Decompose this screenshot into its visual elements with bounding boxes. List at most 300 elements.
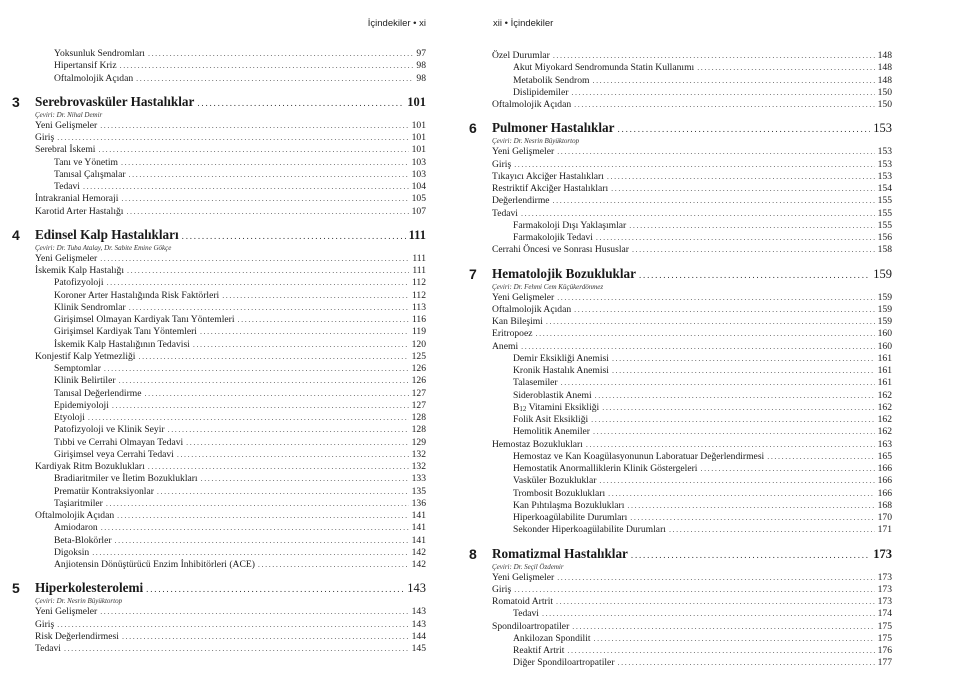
toc-entry	[35, 535, 426, 547]
toc-entry-page: 132	[411, 461, 426, 472]
chapter-number: 6	[469, 120, 477, 137]
toc-entry-title: Değerlendirme	[492, 195, 550, 207]
toc-entry-page: 143	[411, 618, 426, 630]
toc-list	[12, 48, 426, 655]
translator-credit: Çeviri: Dr. Tuba Atalay, Dr. Sabite Emine Gökçe	[35, 243, 172, 252]
toc-entry-page: 159	[877, 316, 892, 327]
dot-leader	[567, 645, 874, 657]
toc-entry-page: 145	[411, 643, 426, 654]
toc-entry-title: Yeni Gelişmeler	[35, 606, 98, 618]
toc-entry	[492, 377, 892, 389]
toc-entry-title: Giriş	[35, 618, 55, 630]
toc-entry-page: 135	[411, 485, 426, 497]
toc-entry-page: 98	[416, 60, 426, 72]
toc-entry-title: Yoksunluk Sendromları	[54, 48, 145, 59]
toc-entry-page: 153	[877, 158, 892, 170]
toc-entry-page: 160	[877, 328, 892, 340]
toc-entry	[492, 524, 892, 536]
toc-entry	[35, 363, 426, 375]
toc-entry	[35, 522, 426, 534]
chapter-heading	[469, 265, 892, 283]
toc-group	[492, 292, 892, 537]
toc-entry	[35, 400, 426, 412]
toc-entry-title: Tedavi	[54, 181, 80, 192]
toc-entry	[35, 302, 426, 314]
dot-leader	[572, 621, 874, 633]
toc-entry-page: 163	[877, 438, 892, 450]
dot-leader	[136, 73, 413, 85]
toc-entry-page: 162	[877, 389, 892, 401]
toc-entry-page: 144	[411, 630, 426, 642]
dot-leader	[64, 643, 409, 655]
toc-entry-page: 150	[877, 99, 892, 110]
toc-entry-title: Sideroblastik Anemi	[513, 389, 592, 401]
toc-entry-title: Hemostatik Anormalliklerin Klinik Göstergeleri	[513, 463, 698, 474]
toc-entry	[492, 402, 892, 414]
toc-entry	[35, 498, 426, 510]
toc-entry-page: 173	[877, 571, 892, 583]
toc-entry	[35, 60, 426, 72]
toc-entry-page: 155	[877, 207, 892, 219]
toc-entry	[35, 424, 426, 436]
toc-entry-page: 156	[877, 232, 892, 243]
toc-entry	[492, 87, 892, 99]
toc-entry-page: 116	[411, 314, 426, 325]
dot-leader	[127, 265, 409, 277]
book-gutter	[468, 0, 480, 687]
toc-entry-page: 101	[411, 144, 426, 156]
toc-entry-page: 142	[411, 559, 426, 570]
toc-entry-title: Tedavi	[513, 608, 539, 620]
toc-entry-page: 141	[411, 534, 426, 546]
dot-leader	[193, 339, 409, 351]
toc-entry-title: Özel Durumlar	[492, 50, 550, 61]
toc-entry	[492, 220, 892, 232]
dot-leader	[148, 48, 413, 60]
dot-leader	[611, 183, 874, 195]
toc-entry	[35, 510, 426, 522]
left-page	[0, 0, 468, 687]
dot-leader	[593, 426, 875, 438]
toc-entry	[35, 473, 426, 485]
toc-entry	[492, 488, 892, 500]
toc-entry-title: Dislipidemiler	[513, 86, 569, 98]
toc-entry	[35, 486, 426, 498]
toc-entry-page: 162	[877, 426, 892, 438]
toc-entry-title: Tanısal Değerlendirme	[54, 387, 142, 399]
toc-entry	[492, 341, 892, 353]
toc-entry-title: Girişimsel Olmayan Kardiyak Tanı Yöntemleri	[54, 314, 235, 325]
toc-entry	[35, 375, 426, 387]
toc-entry-page: 141	[411, 510, 426, 521]
toc-entry	[35, 437, 426, 449]
toc-entry	[35, 181, 426, 193]
toc-entry-page: 148	[877, 50, 892, 61]
toc-entry	[35, 326, 426, 338]
dot-leader	[119, 375, 409, 387]
chapter-number: 4	[12, 226, 20, 243]
toc-entry-title: Yeni Gelişmeler	[35, 252, 98, 264]
toc-entry	[492, 584, 892, 596]
toc-entry-title: İskemik Kalp Hastalığının Tedavisi	[54, 338, 190, 350]
toc-entry	[492, 171, 892, 183]
toc-entry	[35, 144, 426, 156]
chapter-title: Romatizmal Hastalıklar	[492, 545, 628, 561]
toc-group-top	[35, 48, 426, 85]
dot-leader	[126, 206, 408, 218]
chapter-number: 8	[469, 545, 477, 562]
toc-entry-page: 166	[877, 463, 892, 474]
toc-entry-page: 162	[877, 401, 892, 413]
toc-entry-page: 127	[411, 387, 426, 399]
dot-leader	[591, 414, 874, 426]
toc-entry-title: Tedavi	[492, 207, 518, 219]
dot-leader	[697, 62, 874, 74]
toc-entry	[35, 351, 426, 363]
toc-entry-title: Oftalmolojik Açıdan	[492, 99, 572, 110]
toc-entry-title: Tanı ve Yönetim	[54, 156, 118, 168]
dot-leader	[83, 181, 409, 193]
dot-leader	[639, 270, 870, 280]
toc-entry-title: Akut Miyokard Sendromunda Statin Kullanımı	[513, 62, 695, 74]
toc-entry-title: Giriş	[492, 583, 512, 595]
toc-entry-page: 166	[877, 487, 892, 499]
toc-entry	[35, 412, 426, 424]
toc-entry	[492, 426, 892, 438]
toc-entry-title: Giriş	[492, 158, 512, 170]
toc-entry-title: Taşiaritmiler	[54, 497, 103, 509]
toc-entry-page: 141	[411, 522, 426, 534]
dot-leader	[536, 328, 875, 340]
dot-leader	[574, 99, 874, 111]
chapter-page: 101	[407, 94, 426, 109]
toc-entry-title: Folik Asit Eksikliği	[513, 414, 589, 425]
dot-leader	[599, 475, 874, 487]
dot-leader	[104, 363, 409, 375]
toc-entry-title: Girişimsel Kardiyak Tanı Yöntemleri	[54, 326, 197, 338]
toc-entry-page: 175	[877, 632, 892, 644]
toc-entry-page: 111	[412, 252, 426, 264]
toc-entry	[35, 461, 426, 473]
toc-entry-page: 128	[411, 412, 426, 423]
right-page	[469, 0, 960, 687]
dot-leader	[521, 341, 874, 353]
dot-leader	[100, 253, 409, 265]
dot-leader	[561, 377, 875, 389]
toc-entry	[35, 73, 426, 85]
toc-entry-title: Giriş	[35, 132, 55, 143]
dot-leader	[617, 124, 870, 134]
dot-leader	[571, 87, 874, 99]
dot-leader	[607, 171, 875, 183]
toc-entry-title: Oftalmolojik Açıdan	[35, 510, 115, 521]
chapter-heading	[469, 545, 892, 563]
dot-leader	[145, 388, 409, 400]
toc-entry	[492, 621, 892, 633]
dot-leader	[186, 437, 408, 449]
toc-entry-page: 158	[877, 244, 892, 256]
toc-entry-page: 98	[416, 72, 426, 84]
dot-leader	[57, 619, 408, 631]
chapter-title: Hiperkolesterolemi	[35, 580, 144, 596]
toc-entry-title: Farmakolojik Tedavi	[513, 232, 593, 243]
toc-entry	[35, 265, 426, 277]
toc-entry-page: 129	[411, 436, 426, 448]
toc-entry-title: Yeni Gelişmeler	[35, 119, 98, 131]
toc-entry-page: 126	[411, 363, 426, 374]
toc-entry	[492, 414, 892, 426]
toc-entry	[35, 169, 426, 181]
page-header: İçindekiler • xi	[367, 18, 426, 29]
toc-entry	[492, 657, 892, 669]
dot-leader	[222, 290, 409, 302]
toc-entry-page: 103	[411, 168, 426, 180]
dot-leader	[557, 146, 874, 158]
dot-leader	[122, 631, 409, 643]
toc-entry-page: 153	[877, 170, 892, 182]
toc-entry	[492, 292, 892, 304]
toc-entry	[492, 183, 892, 195]
toc-entry-page: 161	[877, 377, 892, 389]
dot-leader	[112, 400, 409, 412]
toc-entry-title: Cerrahi Öncesi ve Sonrası Hususlar	[492, 244, 629, 256]
toc-group	[35, 253, 426, 572]
toc-entry	[492, 159, 892, 171]
toc-entry	[35, 120, 426, 132]
toc-entry-title: Koroner Arter Hastalığında Risk Faktörleri	[54, 289, 220, 301]
chapter-title: Pulmoner Hastalıklar	[492, 120, 615, 136]
toc-entry-page: 112	[411, 289, 426, 301]
chapter-page: 153	[873, 121, 892, 136]
toc-entry	[35, 193, 426, 205]
toc-entry-title: Yeni Gelişmeler	[492, 291, 555, 303]
chapter-heading	[12, 93, 426, 111]
dot-leader	[553, 195, 875, 207]
toc-entry-title: Oftalmolojik Açıdan	[492, 303, 572, 315]
toc-entry-title: Bradiaritmiler ve İletim Bozuklukları	[54, 473, 198, 485]
toc-entry-title: Hipertansif Kriz	[54, 60, 117, 72]
chapter-page: 143	[407, 581, 426, 596]
toc-entry-page: 154	[877, 183, 892, 194]
toc-entry-title: İskemik Kalp Hastalığı	[35, 265, 124, 276]
chapter-heading	[12, 580, 426, 597]
toc-entry-title: Sekonder Hiperkoagülabilite Durumları	[513, 524, 666, 536]
toc-entry-page: 132	[411, 448, 426, 460]
toc-entry-title: Beta-Blokörler	[54, 534, 112, 546]
toc-entry-page: 168	[877, 499, 892, 511]
toc-entry-title: Eritropoez	[492, 328, 533, 340]
toc-entry-title: Girişimsel veya Cerrahi Tedavi	[54, 448, 174, 460]
toc-entry-page: 175	[877, 620, 892, 632]
dot-leader	[514, 584, 874, 596]
toc-entry-title: Serebral İskemi	[35, 144, 96, 156]
toc-group-top	[492, 50, 892, 111]
toc-entry-title: Hemolitik Anemiler	[513, 426, 591, 438]
toc-entry	[492, 304, 892, 316]
dot-leader	[129, 169, 409, 181]
dot-leader	[129, 302, 409, 314]
toc-entry-page: 171	[877, 524, 892, 536]
toc-group	[35, 120, 426, 218]
dot-leader	[767, 451, 874, 463]
chapter-number: 3	[12, 93, 20, 110]
toc-entry-page: 161	[877, 352, 892, 364]
toc-entry	[35, 388, 426, 400]
toc-entry-title: Tıbbi ve Cerrahi Olmayan Tedavi	[54, 436, 184, 448]
toc-entry-title: Trombosit Bozuklukları	[513, 487, 606, 499]
toc-entry-title: Digoksin	[54, 546, 90, 558]
dot-leader	[201, 473, 409, 485]
toc-entry	[35, 48, 426, 60]
toc-entry	[492, 244, 892, 256]
toc-entry	[35, 132, 426, 144]
toc-entry-title: Amiodaron	[54, 522, 98, 534]
toc-entry	[492, 75, 892, 87]
dot-leader	[574, 304, 874, 316]
toc-entry-page: 165	[877, 450, 892, 462]
toc-entry	[35, 606, 426, 618]
toc-entry-page: 176	[877, 645, 892, 656]
toc-entry-title: Farmakoloji Dışı Yaklaşımlar	[513, 219, 627, 231]
toc-group	[492, 146, 892, 256]
toc-entry-page: 174	[877, 608, 892, 620]
toc-entry-title: Kan Pıhtılaşma Bozuklukları	[513, 499, 625, 511]
chapter-number: 5	[12, 580, 20, 597]
toc-entry-page: 111	[412, 265, 426, 276]
translator-credit: Çeviri: Dr. Nihal Demir	[35, 110, 103, 119]
toc-entry	[492, 608, 892, 620]
toc-entry	[35, 339, 426, 351]
toc-entry-page: 155	[877, 219, 892, 231]
toc-entry	[492, 633, 892, 645]
dot-leader	[88, 412, 409, 424]
toc-entry-title: Karotid Arter Hastalığı	[35, 205, 124, 217]
dot-leader	[100, 606, 408, 618]
toc-entry-title: Tıkayıcı Akciğer Hastalıkları	[492, 170, 604, 182]
dot-leader	[168, 424, 409, 436]
dot-leader	[138, 351, 408, 363]
dot-leader	[177, 449, 409, 461]
toc-entry-page: 105	[411, 193, 426, 205]
toc-entry-title: Yeni Gelişmeler	[492, 146, 555, 158]
dot-leader	[631, 550, 870, 560]
toc-entry-title: Semptomlar	[54, 363, 101, 374]
toc-entry-page: 162	[877, 414, 892, 425]
dot-leader	[57, 132, 408, 144]
toc-entry-page: 170	[877, 512, 892, 523]
toc-entry	[492, 99, 892, 111]
toc-entry-page: 103	[411, 156, 426, 168]
dot-leader	[596, 232, 875, 244]
translator-credit: Çeviri: Dr. Nesrin Büyüktortop	[492, 137, 580, 146]
dot-leader	[182, 231, 406, 241]
chapter-title: Serebrovasküler Hastalıklar	[35, 93, 195, 109]
toc-entry	[492, 390, 892, 402]
toc-entry-title: Patofizyoloji	[54, 277, 104, 289]
toc-entry-title: Yeni Gelişmeler	[492, 571, 555, 583]
dot-leader	[148, 461, 409, 473]
toc-entry	[35, 206, 426, 218]
toc-group	[35, 606, 426, 655]
chapter-title: Hematolojik Bozukluklar	[492, 265, 636, 281]
translator-credit: Çeviri: Dr. Nesrin Büyüktortop	[35, 597, 123, 606]
toc-entry-title: Anemi	[492, 340, 519, 352]
dot-leader	[98, 144, 408, 156]
page-header: xii • İçindekiler	[493, 18, 554, 29]
chapter-page: 159	[873, 266, 892, 281]
toc-entry-page: 148	[877, 62, 892, 74]
toc-entry-page: 150	[877, 86, 892, 98]
dot-leader	[700, 463, 874, 475]
dot-leader	[100, 120, 408, 132]
toc-entry	[35, 631, 426, 643]
toc-entry	[492, 596, 892, 608]
toc-entry	[492, 316, 892, 328]
toc-entry-title: Patofizyoloji ve Klinik Seyir	[54, 424, 165, 436]
chapter-page: 173	[873, 546, 892, 561]
toc-entry-title: Klinik Belirtiler	[54, 375, 116, 387]
dot-leader	[630, 512, 874, 524]
toc-entry	[492, 353, 892, 365]
toc-entry-title: Ankilozan Spondilit	[513, 632, 591, 644]
toc-entry	[35, 290, 426, 302]
dot-leader	[553, 50, 875, 62]
dot-leader	[627, 500, 874, 512]
toc-entry	[492, 463, 892, 475]
dot-leader	[521, 208, 875, 220]
toc-entry-title: Tedavi	[35, 643, 61, 654]
toc-entry	[492, 208, 892, 220]
toc-entry-page: 173	[877, 596, 892, 607]
toc-entry-page: 120	[411, 338, 426, 350]
toc-entry-page: 125	[411, 350, 426, 362]
dot-leader	[608, 488, 874, 500]
dot-leader	[238, 314, 409, 326]
dot-leader	[117, 510, 408, 522]
toc-entry-page: 161	[877, 365, 892, 376]
toc-entry	[492, 451, 892, 463]
toc-entry	[492, 195, 892, 207]
toc-entry-page: 133	[411, 473, 426, 485]
toc-entry-title: Romatoid Artrit	[492, 596, 554, 607]
toc-entry	[492, 645, 892, 657]
toc-entry-page: 153	[877, 146, 892, 158]
translator-credit: Çeviri: Dr. Fehmi Cem Küçükerdönmez	[492, 282, 604, 291]
toc-entry-page: 104	[411, 181, 426, 192]
toc-entry-page: 148	[877, 74, 892, 86]
dot-leader	[200, 326, 409, 338]
toc-entry-page: 101	[411, 132, 426, 143]
toc-entry-page: 101	[411, 119, 426, 131]
toc-entry-page: 119	[411, 326, 426, 338]
dot-leader	[629, 220, 874, 232]
toc-entry-title: Tanısal Çalışmalar	[54, 168, 126, 180]
toc-entry	[35, 619, 426, 631]
dot-leader	[120, 60, 414, 72]
dot-leader	[618, 657, 875, 669]
dot-leader	[121, 157, 409, 169]
toc-entry	[35, 559, 426, 571]
toc-entry-page: 143	[411, 606, 426, 618]
toc-entry-page: 126	[411, 375, 426, 387]
toc-entry-page: 155	[877, 195, 892, 207]
toc-entry	[492, 512, 892, 524]
dot-leader	[157, 486, 409, 498]
dot-leader	[669, 524, 875, 536]
toc-entry	[492, 500, 892, 512]
toc-entry-page: 113	[411, 301, 426, 313]
toc-list	[469, 50, 892, 670]
